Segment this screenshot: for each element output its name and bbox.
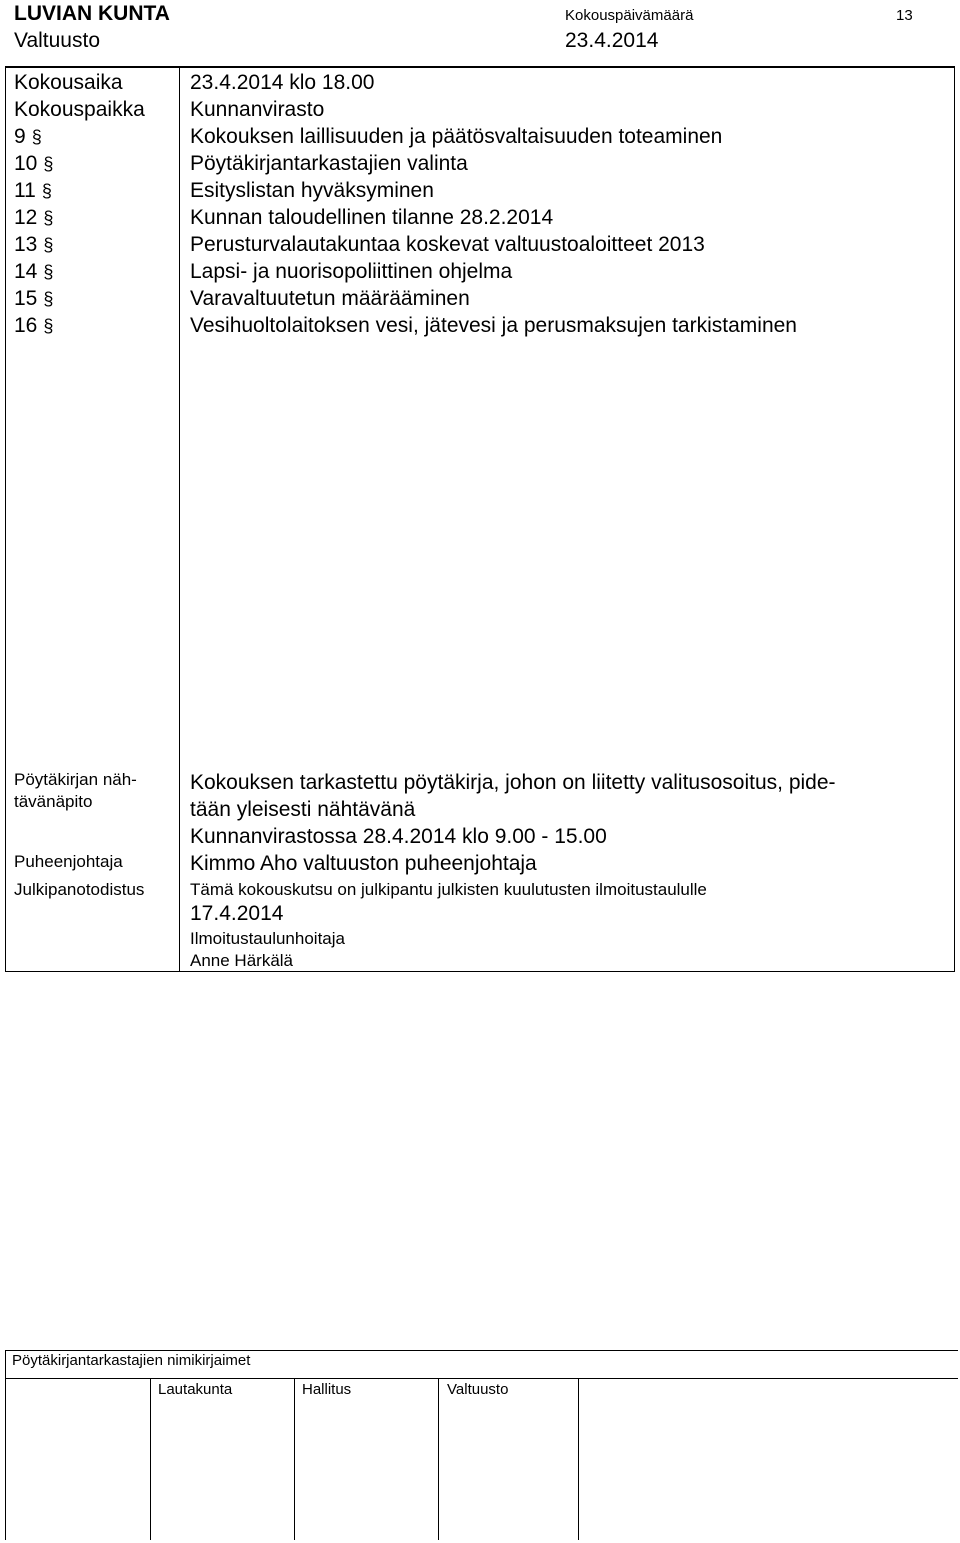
agenda-item-number: 9 § (14, 125, 42, 148)
chair-label: Puheenjohtaja (14, 852, 123, 871)
notice-label-line1: Pöytäkirjan näh- (14, 770, 137, 789)
meeting-place-value: Kunnanvirasto (190, 98, 325, 121)
agenda-item-title: Pöytäkirjantarkastajien valinta (190, 152, 468, 175)
agenda-item-number: 11 § (14, 179, 52, 202)
publication-label: Julkipanotodistus (14, 880, 145, 899)
meeting-time-label: Kokousaika (14, 71, 123, 94)
agenda-item-number: 12 § (14, 206, 54, 229)
notice-label-line2: tävänäpito (14, 792, 93, 811)
meeting-place-label: Kokouspaikka (14, 98, 145, 121)
meeting-time-value: 23.4.2014 klo 18.00 (190, 71, 375, 94)
notice-text-line2: tään yleisesti nähtävänä (190, 798, 416, 821)
date-value: 23.4.2014 (565, 29, 659, 52)
agenda-item-number: 14 § (14, 260, 54, 283)
agenda-item-number: 16 § (14, 314, 54, 337)
agenda-item-title: Varavaltuutetun määrääminen (190, 287, 470, 310)
agenda-item-title: Lapsi- ja nuorisopoliittinen ohjelma (190, 260, 513, 283)
agenda-item-title: Perusturvalautakuntaa koskevat valtuustoaloitteet 2013 (190, 233, 705, 256)
agenda-item-number: 10 § (14, 152, 54, 175)
footer-col-board: Lautakunta (158, 1381, 233, 1398)
footer-col-government: Hallitus (302, 1381, 352, 1398)
notice-text-line3: Kunnanvirastossa 28.4.2014 klo 9.00 - 15.00 (190, 825, 607, 848)
agenda-item-title: Kunnan taloudellinen tilanne 28.2.2014 (190, 206, 554, 229)
publication-signer: Anne Härkälä (190, 951, 294, 970)
publication-line3: Ilmoitustaulunhoitaja (190, 929, 345, 948)
organization-name: LUVIAN KUNTA (14, 2, 170, 25)
publication-line1: Tämä kokouskutsu on julkipantu julkisten kuulutusten ilmoitustaululle (190, 880, 707, 899)
footer-col-council: Valtuusto (447, 1381, 509, 1398)
publication-date: 17.4.2014 (190, 902, 284, 925)
agenda-item-number: 13 § (14, 233, 54, 256)
body-name: Valtuusto (14, 29, 100, 52)
agenda-item-number: 15 § (14, 287, 54, 310)
agenda-item-title: Esityslistan hyväksyminen (190, 179, 434, 202)
notice-text-line1: Kokouksen tarkastettu pöytäkirja, johon on liitetty valitusosoitus, pide- (190, 771, 836, 794)
agenda-item-title: Vesihuoltolaitoksen vesi, jätevesi ja perusmaksujen tarkistaminen (190, 314, 797, 337)
page-number: 13 (896, 7, 913, 24)
footer-title: Pöytäkirjantarkastajien nimikirjaimet (12, 1352, 251, 1369)
chair-value: Kimmo Aho valtuuston puheenjohtaja (190, 852, 537, 875)
agenda-item-title: Kokouksen laillisuuden ja päätösvaltaisuuden toteaminen (190, 125, 723, 148)
date-label: Kokouspäivämäärä (565, 7, 694, 24)
